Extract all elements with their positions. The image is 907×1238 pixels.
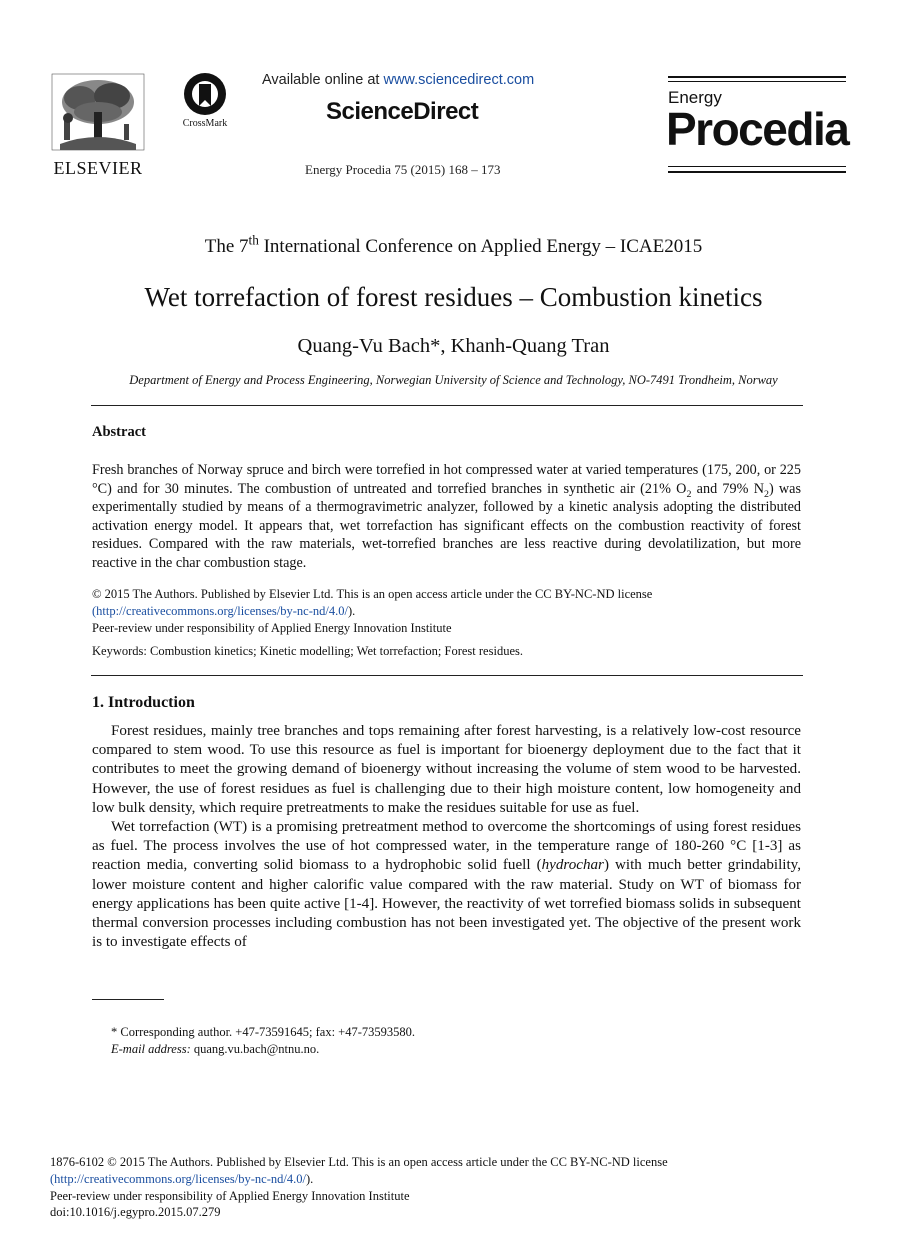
- introduction-body: [92, 722, 801, 952]
- conference-name: The 7th International Conference on Applied Energy – ICAE2015: [204, 232, 703, 257]
- sciencedirect-logo: ScienceDirect: [326, 98, 479, 125]
- journal-rule-top-thin: [668, 81, 846, 82]
- article-title: Wet torrefaction of forest residues – Combustion kinetics: [144, 282, 763, 312]
- journal-rule-top: [668, 76, 846, 78]
- author-email[interactable]: quang.vu.bach@ntnu.no.: [190, 1042, 320, 1056]
- elsevier-logo: [50, 72, 146, 182]
- divider-top: [91, 405, 803, 406]
- publisher-name: ELSEVIER: [53, 158, 143, 178]
- author-affiliation: Department of Energy and Process Engineering, Norwegian University of Science and Technology, NO-7491 Trondheim, Norway: [129, 373, 778, 387]
- journal-name-energy: Energy: [668, 88, 722, 107]
- abstract-heading: Abstract: [92, 424, 146, 440]
- journal-name-procedia: Procedia: [666, 103, 849, 155]
- crossmark-badge[interactable]: [175, 72, 235, 134]
- intro-paragraph-2: Wet torrefaction (WT) is a promising pretreatment method to overcome the shortcomings of using forest residues as fuel. The process involves the use of hot compressed water, in the temperature range of 180-260 °C [1-3] as reaction media, converting solid biomass to a hydrophobic solid fuell (hydrochar) with much better grindability, lower moisture content and higher calorific value compared with the raw material. Study on WT of biomass for energy applications has been quite active [1-4]. However, the reactivity of wet torrefied biomass solids in subsequent thermal conversion processes including combustion has not been investigated yet. The objective of the present work is to investigate effects of: [92, 819, 801, 951]
- corresponding-author: * Corresponding author. +47-73591645; fax: +47-73593580.: [111, 1025, 415, 1039]
- introduction-heading: 1. Introduction: [92, 694, 195, 711]
- crossmark-icon: [175, 72, 235, 118]
- keywords: Keywords: Combustion kinetics; Kinetic modelling; Wet torrefaction; Forest residues.: [92, 644, 523, 658]
- journal-rule-bottom: [668, 171, 846, 173]
- crossmark-label: CrossMark: [182, 118, 228, 129]
- doi[interactable]: doi:10.1016/j.egypro.2015.07.279: [50, 1205, 221, 1220]
- footnote: * Corresponding author. +47-73591645; fax: +47-73593580. E-mail address: quang.vu.bach@ntnu.no.: [111, 1025, 415, 1056]
- sciencedirect-link[interactable]: www.sciencedirect.com: [383, 72, 535, 88]
- intro-paragraph-1: Forest residues, mainly tree branches and tops remaining after forest harvesting, is a relatively low-cost resource compared to stem wood. To use this resource as fuel is important for bioenergy deployment due to the fact that it contributes to meet the growing demand of bioenergy without increasing the volume of stem wood to be harvested. However, the use of forest residues as fuel is challenging due to their high moisture content, low homogeneity and low bulk density, which require pretreatments to make the residues suitable for use as fuel.: [92, 723, 801, 816]
- journal-rule-bottom-thin: [668, 166, 846, 167]
- page-footer: 1876-6102 © 2015 The Authors. Published by Elsevier Ltd. This is an open access article under the CC BY-NC-ND license (http://creativecommons.org/licenses/by-nc-nd/4.0/). Peer-review under responsibility of Applied Energy Innovation Institute doi:10.1016/j.egypro.2015.07.279: [50, 1154, 810, 1221]
- license-notice: © 2015 The Authors. Published by Elsevier Ltd. This is an open access article under the CC BY-NC-ND license (http://creativecommons.org/licenses/by-nc-nd/4.0/). Peer-review under responsibility of Applied Energy Innovation Institute: [92, 586, 801, 636]
- license-link[interactable]: (http://creativecommons.org/licenses/by-nc-nd/4.0/: [92, 603, 348, 618]
- footnote-rule: [92, 999, 164, 1000]
- article-authors: Quang-Vu Bach*, Khanh-Quang Tran: [297, 335, 610, 357]
- peer-review-notice: Peer-review under responsibility of Applied Energy Innovation Institute: [92, 620, 452, 635]
- footer-license-link[interactable]: (http://creativecommons.org/licenses/by-nc-nd/4.0/: [50, 1171, 306, 1186]
- divider-bottom: [91, 675, 803, 676]
- available-online: Available online at www.sciencedirect.com: [262, 72, 535, 88]
- abstract-text: Fresh branches of Norway spruce and birch were torrefied in hot compressed water at varied temperatures (175, 200, or 225 °C) and for 30 minutes. The combustion of untreated and torrefied branches in synthetic air (21% $O_2$ and 79% $N_2$) was experimentally studied by means of a thermogravimetric analyzer, followed by a kinetic analysis adopting the distributed activation energy model. It appears that, wet torrefaction has significant effects on the combustion reactivity of forest residues. Compared with the raw materials, wet-torrefied branches are less reactive during devolatilization, but more reactive in the char combustion stage.: [92, 462, 801, 571]
- journal-reference: Energy Procedia 75 (2015) 168 – 173: [305, 162, 501, 177]
